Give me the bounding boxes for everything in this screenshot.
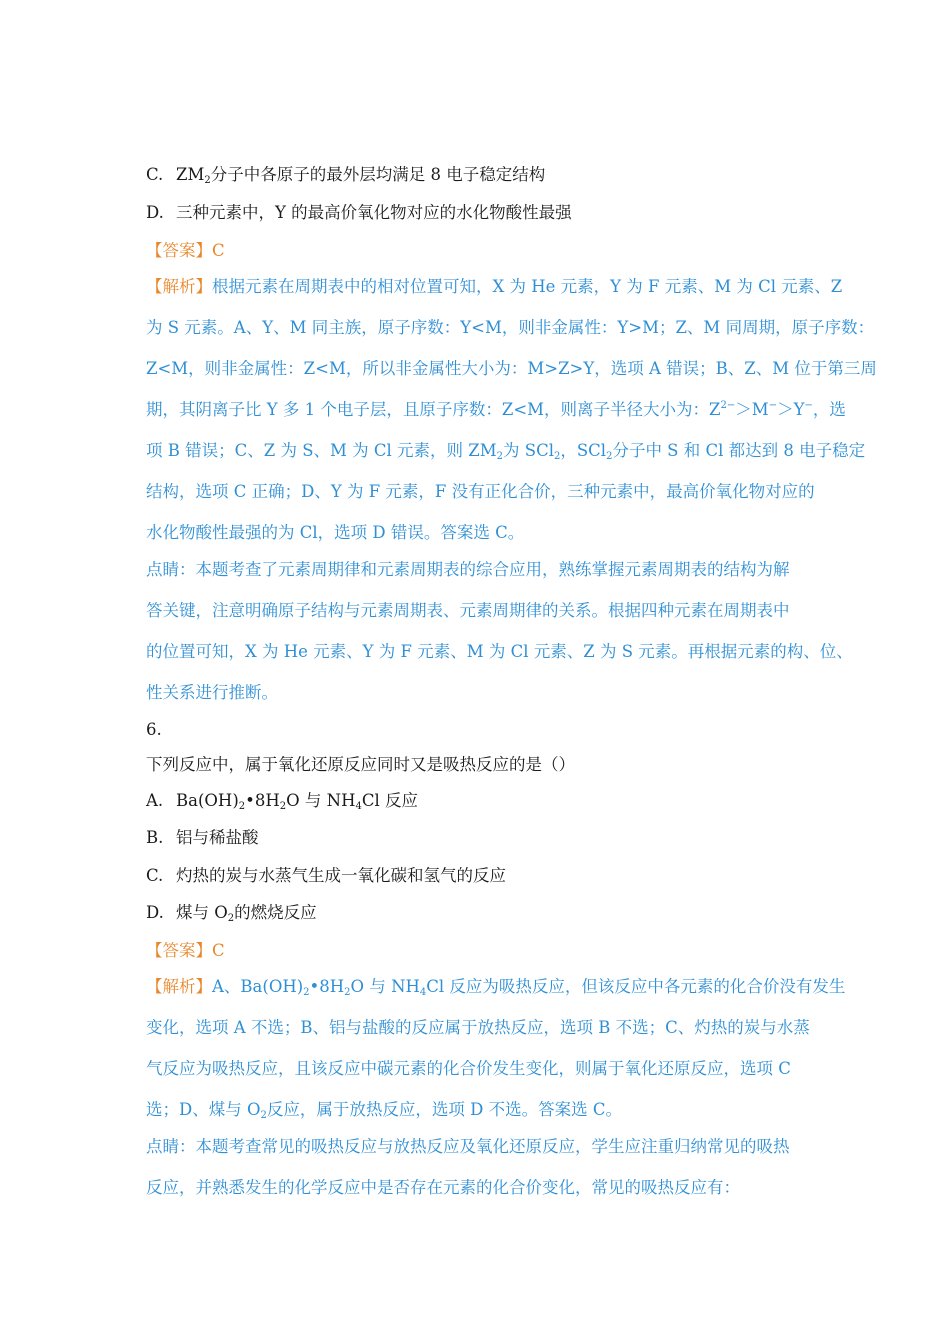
- subscript: 2: [279, 801, 287, 812]
- option-letter: C.: [146, 866, 164, 885]
- q5-analysis-line-2: 为 S 元素。A、Y、M 同主族，原子序数：Y<M，则非金属性：Y>M；Z、M 同周期，原子序数：: [146, 318, 875, 337]
- q6-comment-line-1: 点睛：本题考查常见的吸热反应与放热反应及氧化还原反应，学生应注重归纳常见的吸热: [146, 1137, 790, 1156]
- q5-comment-line-1: 点睛：本题考查了元素周期律和元素周期表的综合应用，熟练掌握元素周期表的结构为解: [146, 560, 790, 579]
- analysis-text: •8H: [309, 977, 345, 996]
- analysis-text: O 与 NH: [350, 977, 420, 996]
- option-text: 灼热的炭与水蒸气生成一氧化碳和氢气的反应: [176, 866, 506, 885]
- q5-analysis-line-4: [146, 399, 846, 421]
- option-letter: B.: [146, 828, 164, 847]
- answer-value: C: [212, 941, 225, 960]
- q5-comment-line-2: 答关键，注意明确原子结构与元素周期表、元素周期律的关系。根据四种元素在周期表中: [146, 601, 790, 620]
- q5-option-c: [146, 164, 545, 186]
- superscript: −: [768, 400, 778, 411]
- option-letter: D.: [146, 203, 164, 222]
- q6-option-c: [146, 865, 506, 887]
- analysis-text: Cl 反应为吸热反应，但该反应中各元素的化合价没有发生: [426, 977, 846, 996]
- q6-option-a: [146, 790, 418, 812]
- q6-analysis-line-3: 气反应为吸热反应，且该反应中碳元素的化合价发生变化，则属于氧化还原反应，选项 C: [146, 1059, 791, 1078]
- q6-analysis-line-2: 变化，选项 A 不选；B、铝与盐酸的反应属于放热反应，选项 B 不选；C、灼热的炭与水蒸: [146, 1018, 810, 1037]
- analysis-text: A、Ba(OH): [212, 977, 304, 996]
- analysis-text: 反应，属于放热反应，选项 D 不选。答案选 C。: [266, 1100, 622, 1119]
- option-text: 分子中各原子的最外层均满足 8 电子稳定结构: [210, 165, 546, 184]
- option-text: 的燃烧反应: [234, 903, 317, 922]
- analysis-text: 为 SCl: [503, 441, 554, 460]
- subscript: 2: [238, 801, 246, 812]
- analysis-tag: 【解析】: [146, 277, 212, 296]
- superscript: −: [804, 400, 813, 411]
- analysis-text: 分子中 S 和 Cl 都达到 8 电子稳定: [612, 441, 866, 460]
- subscript: 2: [227, 913, 235, 924]
- subscript: 2: [344, 987, 351, 998]
- option-letter: A.: [146, 791, 164, 810]
- option-text: 三种元素中，Y 的最高价氧化物对应的水化物酸性最强: [176, 203, 572, 222]
- q6-option-d: [146, 902, 317, 924]
- answer-value: C: [212, 241, 225, 260]
- option-text: 铝与稀盐酸: [176, 828, 259, 847]
- q5-analysis-line-7: 水化物酸性最强的为 Cl，选项 D 错误。答案选 C。: [146, 523, 525, 542]
- q5-analysis-line-1: [146, 276, 842, 298]
- q6-comment-line-2: 反应，并熟悉发生的化学反应中是否存在元素的化合价变化，常见的吸热反应有：: [146, 1178, 740, 1197]
- analysis-text: 选；D、煤与 O: [146, 1100, 261, 1119]
- option-letter: D.: [146, 903, 164, 922]
- analysis-text: 期，其阴离子比 Y 多 1 个电子层，且原子序数：Z<M，则离子半径大小为：Z: [146, 400, 721, 419]
- answer-tag: 【答案】: [146, 941, 212, 960]
- q5-analysis-line-3: Z<M，则非金属性：Z<M，所以非金属性大小为：M>Z>Y，选项 A 错误；B、Z、M 位于第三周: [146, 359, 877, 378]
- analysis-text: 根据元素在周期表中的相对位置可知，X 为 He 元素，Y 为 F 元素、M 为 Cl 元素、Z: [212, 277, 843, 296]
- analysis-text: ，SCl: [560, 441, 607, 460]
- option-text: Ba(OH): [176, 791, 239, 810]
- option-text: •8H: [245, 791, 280, 810]
- option-text: Cl 反应: [361, 791, 419, 810]
- q6-analysis-line-1: [146, 976, 845, 998]
- option-text: O 与 NH: [286, 791, 356, 810]
- subscript: 2: [260, 1110, 267, 1121]
- analysis-text: ，选: [812, 400, 846, 419]
- q5-comment-line-3: 的位置可知，X 为 He 元素、Y 为 F 元素、M 为 Cl 元素、Z 为 S 元素。再根据元素的构、位、: [146, 642, 853, 661]
- analysis-tag: 【解析】: [146, 977, 212, 996]
- answer-tag: 【答案】: [146, 241, 212, 260]
- q6-number: 6.: [146, 720, 162, 739]
- subscript: 2: [204, 175, 211, 186]
- q5-analysis-line-5: [146, 440, 865, 462]
- analysis-text: ＞M: [735, 400, 769, 419]
- q5-option-d: [146, 202, 572, 224]
- q5-analysis-line-6: 结构，选项 C 正确；D、Y 为 F 元素，F 没有正化合价，三种元素中，最高价氧化物对应的: [146, 482, 815, 501]
- analysis-text: ＞Y: [777, 400, 805, 419]
- q6-stem: 下列反应中，属于氧化还原反应同时又是吸热反应的是（）: [146, 755, 575, 774]
- option-letter: C.: [146, 165, 164, 184]
- q5-comment-line-4: 性关系进行推断。: [146, 683, 278, 702]
- option-text: 煤与 O: [176, 903, 228, 922]
- q6-option-b: [146, 827, 259, 849]
- q5-answer: [146, 240, 225, 262]
- subscript: 2: [606, 451, 613, 462]
- analysis-text: 项 B 错误；C、Z 为 S、M 为 Cl 元素，则 ZM: [146, 441, 497, 460]
- subscript: 2: [496, 451, 504, 462]
- subscript: 2: [303, 987, 310, 998]
- superscript: 2−: [720, 400, 736, 411]
- subscript: 2: [553, 451, 561, 462]
- q6-answer: [146, 940, 225, 962]
- subscript: 4: [419, 987, 427, 998]
- subscript: 4: [355, 801, 362, 812]
- option-text: ZM: [176, 165, 205, 184]
- q6-analysis-line-4: [146, 1099, 622, 1121]
